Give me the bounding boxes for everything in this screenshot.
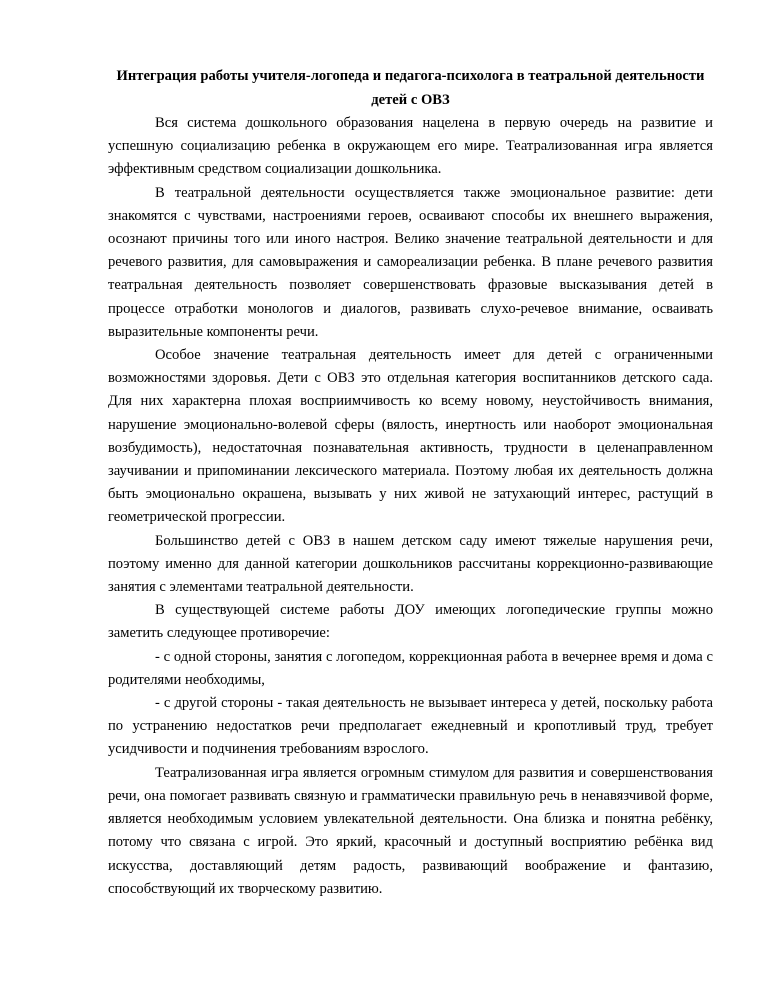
document-page xyxy=(108,64,713,901)
paragraph-intro: Вся система дошкольного образования нацелена в первую очередь на развитие и успешную социализацию ребенка в окружающем его мире. Театрализованная игра является эффективным средством социализации дошкольника. xyxy=(108,115,713,178)
document-title: Интеграция работы учителя-логопеда и педагога-психолога в театральной деятельности детей с ОВЗ xyxy=(116,68,705,108)
paragraph-theatrical-game: Театрализованная игра является огромным стимулом для развития и совершенствования речи, она помогает развивать связную и грамматически правильную речь в ненавязчивой форме, является необходимым условием увлекательной деятельности. Она близка и понятна ребёнку, потому что связана с игрой. Это яркий, красочный и доступный восприятию ребёнка вид искусства, доставляющий детям радость, развивающий воображение и фантазию, способствующий их творческому развитию. xyxy=(108,764,713,897)
paragraph-emotional-development: В театральной деятельности осуществляется также эмоциональное развитие: дети знакомятся с чувствами, настроениями героев, осваивают способы их внешнего выражения, осознают причины того или иного настроя. Велико значение театральной деятельности и для речевого развития, для самовыражения и самореализации ребенка. В плане речевого развития театральная деятельность позволяет совершенствовать фразовые высказывания детей в процессе отработки монологов и диалогов, развивать слухо-речевое внимание, осваивать выразительные компоненты речи. xyxy=(108,184,713,340)
paragraph-speech-disorders: Большинство детей с ОВЗ в нашем детском саду имеют тяжелые нарушения речи, поэтому именно для данной категории дошкольников рассчитаны коррекционно-развивающие занятия с элементами театральной деятельности. xyxy=(108,532,713,596)
paragraph-contradiction: В существующей системе работы ДОУ имеющих логопедические группы можно заметить следующее противоречие: xyxy=(108,602,713,642)
paragraph-other-side: - с другой стороны - такая деятельность не вызывает интереса у детей, поскольку работа по устранению недостатков речи предполагает ежедневный и кропотливый труд, требует усидчивости и подчинения требованиям взрослого. xyxy=(108,695,713,758)
paragraph-ovz-children: Особое значение театральная деятельность имеет для детей с ограниченными возможностями здоровья. Дети с ОВЗ это отдельная категория воспитанников детского сада. Для них характерна плохая восприимчивость ко всему новому, неустойчивость внимания, нарушение эмоционально-волевой сферы (вялость, инертность или наоборот эмоциональная возбудимость), недостаточная познавательная активность, трудности в целенаправленном заучивании и припоминании лексического материала. Поэтому любая их деятельность должна быть эмоционально окрашена, вызывать у них живой не затухающий интерес, растущий в геометрической прогрессии. xyxy=(108,347,713,526)
paragraph-one-side: - с одной стороны, занятия с логопедом, коррекционная работа в вечернее время и дома с родителями необходимы, xyxy=(108,648,713,688)
